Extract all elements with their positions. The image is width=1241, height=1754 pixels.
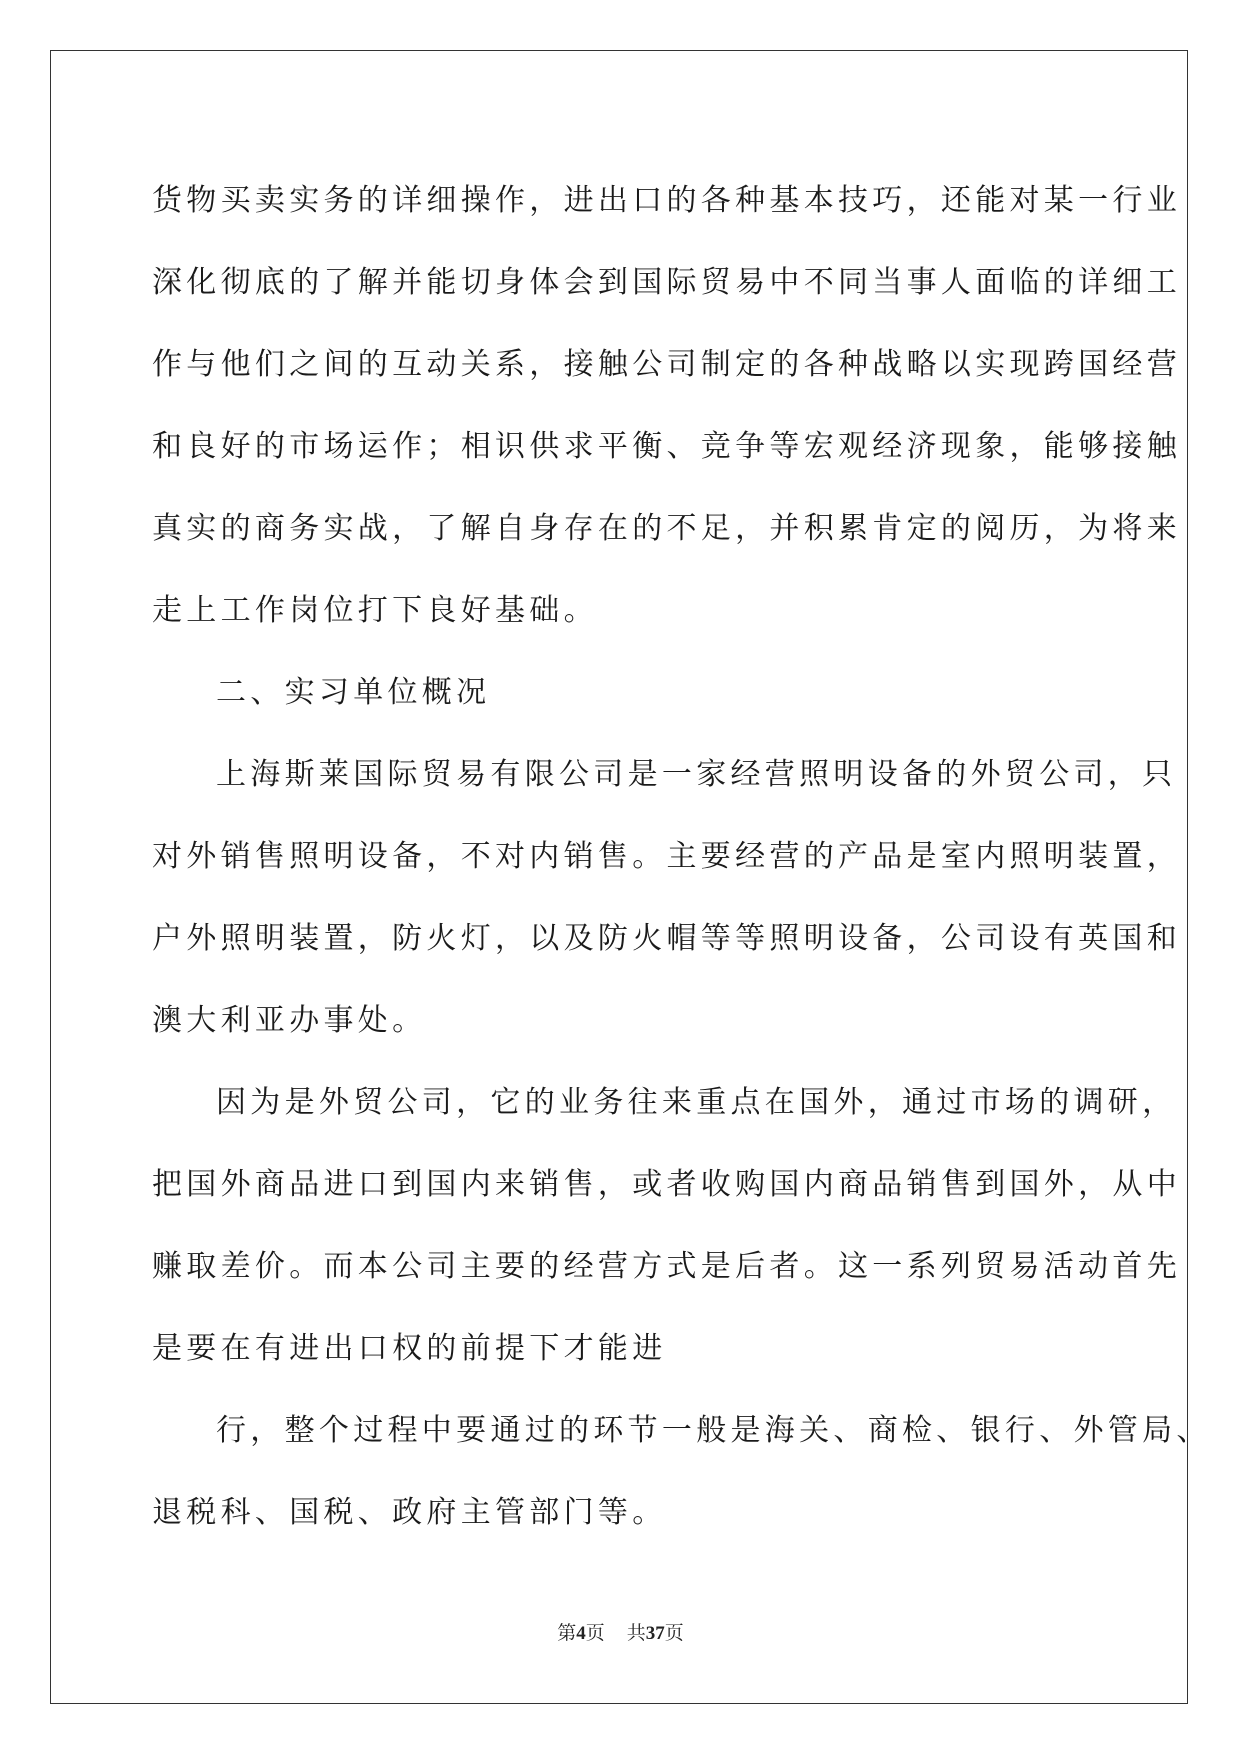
page-number: 4	[576, 1623, 586, 1644]
paragraph	[152, 652, 1092, 734]
total-prefix: 共	[626, 1623, 646, 1644]
page-prefix: 第	[557, 1623, 577, 1644]
total-suffix: 页	[664, 1623, 684, 1644]
text-line: 真实的商务实战，了解自身存在的不足，并积累肯定的阅历，为将来	[152, 511, 1181, 546]
text-line: 退税科、国税、政府主管部门等。	[152, 1495, 667, 1530]
text-line: 和良好的市场运作；相识供求平衡、竞争等宏观经济现象，能够接触	[152, 429, 1181, 464]
text-line: 行，整个过程中要通过的环节一般是海关、商检、银行、外管局、	[216, 1413, 1211, 1448]
text-line: 澳大利亚办事处。	[152, 1003, 427, 1038]
page-footer	[0, 1618, 1241, 1645]
text-line: 作与他们之间的互动关系，接触公司制定的各种战略以实现跨国经营	[152, 347, 1181, 382]
text-line: 把国外商品进口到国内来销售，或者收购国内商品销售到国外，从中	[152, 1167, 1181, 1202]
text-line: 是要在有进出口权的前提下才能进	[152, 1331, 667, 1366]
document-body	[152, 160, 1211, 1554]
text-line: 上海斯莱国际贸易有限公司是一家经营照明设备的外贸公司，只	[216, 757, 1177, 792]
text-line: 户外照明装置，防火灯，以及防火帽等等照明设备，公司设有英国和	[152, 921, 1181, 956]
page-suffix: 页	[585, 1623, 605, 1644]
total-pages: 37	[645, 1623, 665, 1644]
text-line: 走上工作岗位打下良好基础。	[152, 593, 598, 628]
text-line: 对外销售照明设备，不对内销售。主要经营的产品是室内照明装置，	[152, 839, 1181, 874]
text-line: 深化彻底的了解并能切身体会到国际贸易中不同当事人面临的详细工	[152, 265, 1181, 300]
text-line: 赚取差价。而本公司主要的经营方式是后者。这一系列贸易活动首先	[152, 1249, 1181, 1284]
text-line: 二、实习单位概况	[216, 675, 491, 710]
paragraph	[152, 1390, 1211, 1554]
paragraph	[152, 1062, 1181, 1390]
text-line: 货物买卖实务的详细操作，进出口的各种基本技巧，还能对某一行业	[152, 183, 1181, 218]
paragraph	[152, 734, 1181, 1062]
text-line: 因为是外贸公司，它的业务往来重点在国外，通过市场的调研，	[216, 1085, 1177, 1120]
paragraph	[152, 160, 1181, 652]
